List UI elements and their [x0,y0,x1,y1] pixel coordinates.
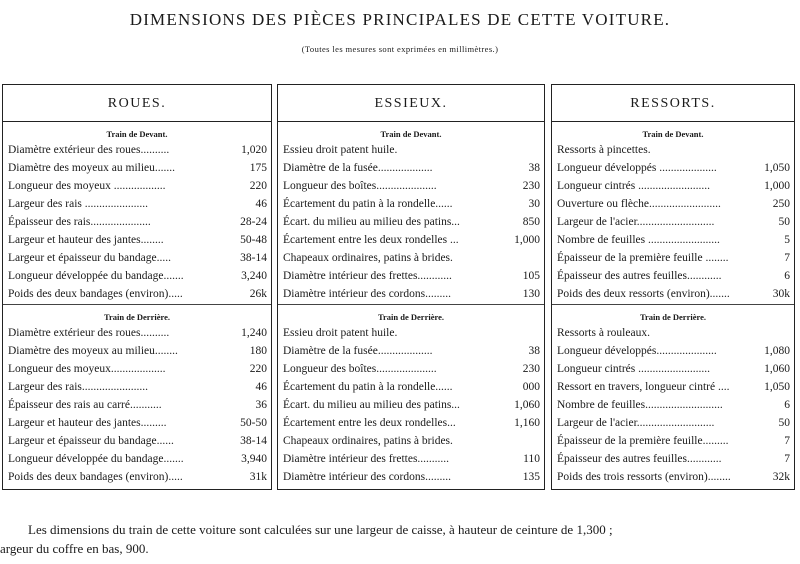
footer-line-1: Les dimensions du train de cette voiture sont calculées sur une largeur de caisse, à hauteur de ceinture de 1,300 ; [28,522,613,537]
table-row: Écartement du patin à la rondelle...... 30 [283,198,540,210]
table-row: Diamètre de la fusée................... 38 [283,162,540,174]
table-row: Diamètre extérieur des roues.......... 1,020 [8,144,267,156]
table-row: Largeur de l'acier........................... 50 [557,417,790,429]
column-essieux [277,84,545,490]
table-row: Longueur développée du bandage....... 3,240 [8,270,267,282]
table-row: Écart. du milieu au milieu des patins... 1,060 [283,399,540,411]
table-row: Diamètre intérieur des frettes........... 110 [283,453,540,465]
table-row: Longueur cintrés ......................... 1,000 [557,180,790,192]
table-row: Largeur de l'acier........................... 50 [557,216,790,228]
table-row: Épaisseur des rais au carré........... 36 [8,399,267,411]
section-heading: Train de Devant. [642,129,704,139]
table-row: Diamètre des moyeux au milieu....... 175 [8,162,267,174]
table-row: Poids des deux bandages (environ)..... 26k [8,288,267,300]
table-row: Largeur et hauteur des jantes......... 50-50 [8,417,267,429]
table-row: Diamètre des moyeux au milieu........ 180 [8,345,267,357]
table-row: Épaisseur des autres feuilles............ 7 [557,453,790,465]
table-row: Chapeaux ordinaires, patins à brides. [283,252,453,264]
column-heading: ESSIEUX. [278,85,544,122]
section-heading: Train de Derrière. [103,312,170,322]
section-divider [278,304,544,305]
section-heading: Train de Derrière. [639,312,706,322]
table-row: Nombre de feuilles........................... 6 [557,399,790,411]
footer-note [0,520,800,558]
table-row: Chapeaux ordinaires, patins à brides. [283,435,453,447]
table-row: Écartement entre les deux rondelles ... 1,000 [283,234,540,246]
table-row: Écartement du patin à la rondelle...... 000 [283,381,540,393]
table-row: Longueur développée du bandage....... 3,940 [8,453,267,465]
table-row: Épaisseur de la première feuille ........ 7 [557,252,790,264]
table-row: Largeur et hauteur des jantes........ 50-48 [8,234,267,246]
table-row: Longueur des boîtes..................... 230 [283,363,540,375]
table-row: Diamètre de la fusée................... 38 [283,345,540,357]
table-row: Largeur des rais....................... 46 [8,381,267,393]
table-row: Diamètre intérieur des cordons......... 135 [283,471,540,483]
table-row: Épaisseur des autres feuilles............ 6 [557,270,790,282]
section-divider [3,304,271,305]
table-row: Longueur développés..................... 1,080 [557,345,790,357]
table-row: Nombre de feuilles ......................... 5 [557,234,790,246]
table-row: Poids des trois ressorts (environ)........ 32k [557,471,790,483]
page-subtitle: (Toutes les mesures sont exprimées en millimètres.) [301,44,499,54]
table-row: Poids des deux bandages (environ)..... 31k [8,471,267,483]
table-row: Épaisseur de la première feuille......... 7 [557,435,790,447]
table-row: Largeur et épaisseur du bandage..... 38-14 [8,252,267,264]
table-row: Écart. du milieu au milieu des patins... 850 [283,216,540,228]
table-row: Poids des deux ressorts (environ)....... 30k [557,288,790,300]
table-row: Largeur et épaisseur du bandage...... 38-14 [8,435,267,447]
column-heading: RESSORTS. [552,85,794,122]
section-heading: Train de Devant. [380,129,442,139]
table-row: Longueur cintrés ......................... 1,060 [557,363,790,375]
table-row: Largeur des rais ...................... 46 [8,198,267,210]
table-row: Diamètre intérieur des frettes............ 105 [283,270,540,282]
table-row: Ressorts à pincettes. [557,144,651,156]
table-row: Ressorts à rouleaux. [557,327,650,339]
table-row: Diamètre extérieur des roues.......... 1,240 [8,327,267,339]
section-heading: Train de Devant. [106,129,168,139]
table-row: Longueur des moyeux................... 220 [8,363,267,375]
column-roues [2,84,272,490]
section-heading: Train de Derrière. [377,312,444,322]
table-row: Essieu droit patent huile. [283,327,398,339]
table-row: Longueur des moyeux .................. 220 [8,180,267,192]
column-heading: ROUES. [3,85,271,122]
table-row: Ressort en travers, longueur cintré .... 1,050 [557,381,790,393]
page-title: DIMENSIONS DES PIÈCES PRINCIPALES DE CETTE VOITURE. [129,10,671,29]
table-row: Diamètre intérieur des cordons......... 130 [283,288,540,300]
table-row: Longueur des boîtes..................... 230 [283,180,540,192]
table-row: Longueur développés .................... 1,050 [557,162,790,174]
table-row: Écartement entre les deux rondelles... 1,160 [283,417,540,429]
table-row: Ouverture ou flèche......................... 250 [557,198,790,210]
column-ressorts [551,84,795,490]
table-row: Épaisseur des rais..................... 28-24 [8,216,267,228]
section-divider [552,304,794,305]
table-row: Essieu droit patent huile. [283,144,398,156]
footer-line-2: argeur du coffre en bas, 900. [0,541,149,556]
